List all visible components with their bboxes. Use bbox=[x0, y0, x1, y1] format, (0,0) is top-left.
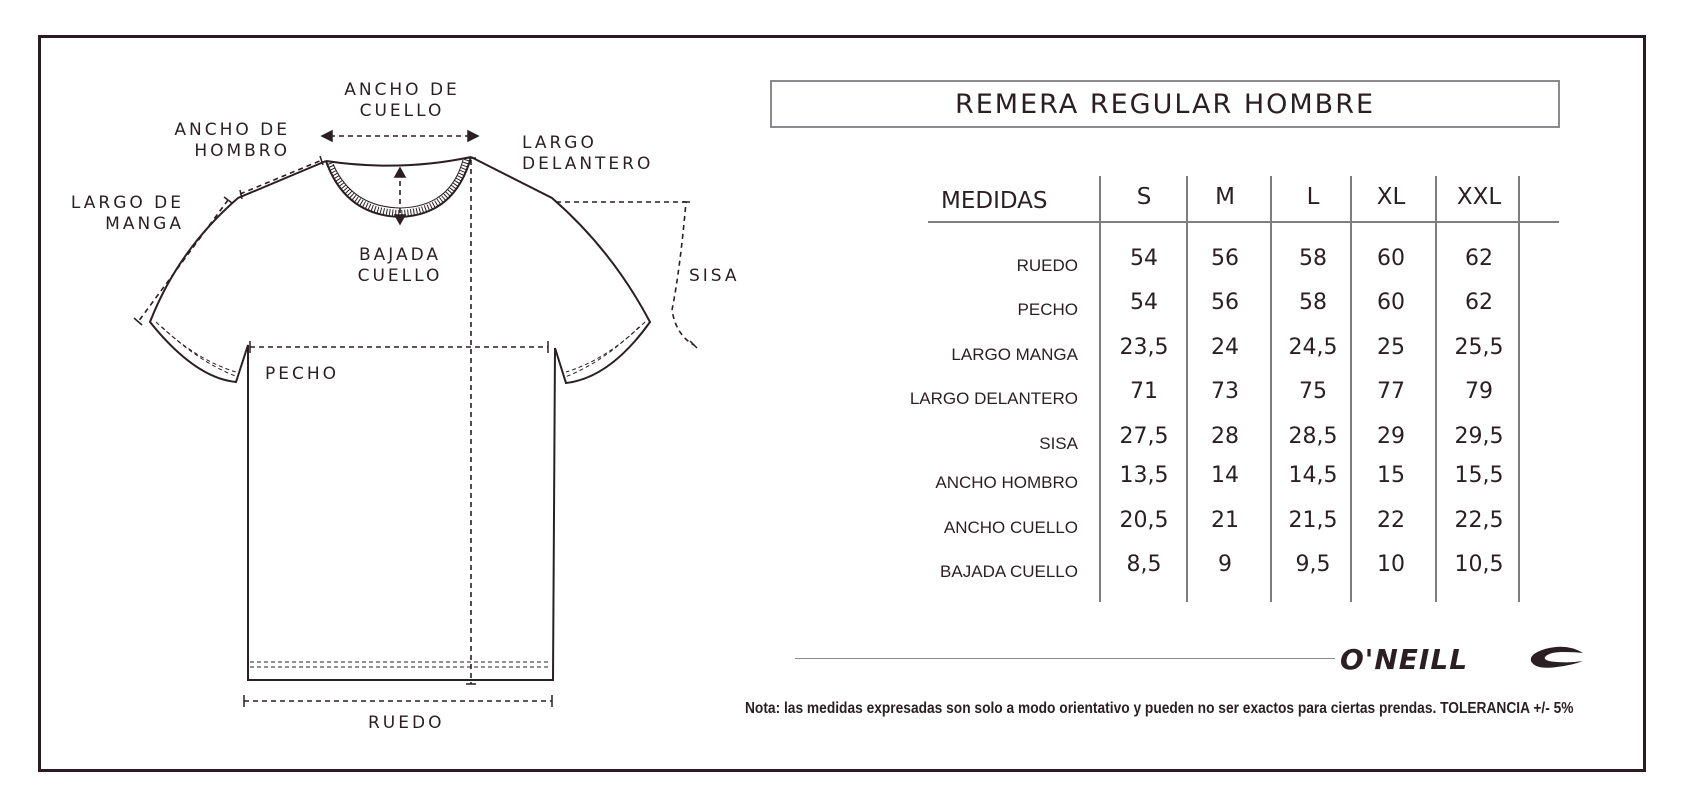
label-ancho-hombro-line1: ANCHO DE bbox=[174, 120, 290, 140]
table-cell: 71 bbox=[1130, 379, 1158, 404]
label-bajada-cuello-line1: BAJADA bbox=[358, 245, 442, 265]
table-cell: 77 bbox=[1377, 379, 1405, 404]
label-bajada-cuello bbox=[345, 245, 455, 287]
label-pecho: PECHO bbox=[265, 364, 340, 384]
table-cell: 9 bbox=[1218, 552, 1232, 577]
table-cell: 79 bbox=[1465, 379, 1493, 404]
table-column-rule bbox=[1099, 176, 1101, 602]
table-cell: 62 bbox=[1465, 246, 1493, 271]
table-cell: 9,5 bbox=[1295, 552, 1331, 577]
table-cell: 22,5 bbox=[1454, 508, 1504, 533]
table-cell: 60 bbox=[1377, 290, 1405, 315]
label-bajada-cuello-line2: CUELLO bbox=[357, 266, 443, 286]
table-row-label: RUEDO bbox=[1016, 256, 1078, 275]
table-cell: 10,5 bbox=[1454, 552, 1504, 577]
table-cell: 21 bbox=[1211, 508, 1239, 533]
table-cell: 54 bbox=[1130, 246, 1158, 271]
table-cell: 28 bbox=[1211, 424, 1239, 449]
table-cell: 60 bbox=[1377, 246, 1405, 271]
table-cell: 15,5 bbox=[1454, 463, 1504, 488]
table-cell: 54 bbox=[1130, 290, 1158, 315]
table-cell: 14,5 bbox=[1288, 463, 1338, 488]
label-largo-manga-line2: MANGA bbox=[105, 214, 184, 234]
label-sisa: SISA bbox=[689, 266, 740, 286]
table-cell: 14 bbox=[1211, 463, 1239, 488]
table-cell: 62 bbox=[1465, 290, 1493, 315]
label-largo-delantero bbox=[522, 133, 653, 175]
table-cell: 29,5 bbox=[1454, 424, 1504, 449]
label-ancho-cuello bbox=[343, 80, 461, 122]
label-largo-delantero-line1: LARGO bbox=[522, 133, 597, 153]
table-cell: 20,5 bbox=[1119, 508, 1169, 533]
collar-outline bbox=[326, 157, 471, 166]
table-column-rule bbox=[1435, 176, 1437, 602]
table-cell: 8,5 bbox=[1126, 552, 1162, 577]
chart-title-text: REMERA REGULAR HOMBRE bbox=[954, 88, 1376, 120]
table-cell: 22 bbox=[1377, 508, 1405, 533]
table-cell: 58 bbox=[1299, 246, 1327, 271]
table-cell: 28,5 bbox=[1288, 424, 1338, 449]
label-largo-delantero-line2: DELANTERO bbox=[522, 154, 654, 174]
table-cell: 24,5 bbox=[1288, 335, 1338, 360]
disclaimer-note: Nota: las medidas expresadas son solo a modo orientativo y pueden no ser exactos para ciertas prendas. TOLERANCIA +/- 5% bbox=[745, 700, 1574, 717]
table-header-size-xl: XL bbox=[1376, 184, 1406, 210]
sisa-line bbox=[556, 202, 694, 345]
table-header-size-m: M bbox=[1215, 184, 1235, 210]
chart-title bbox=[770, 80, 1560, 128]
label-ruedo: RUEDO bbox=[368, 713, 445, 733]
table-cell: 58 bbox=[1299, 290, 1327, 315]
table-cell: 15 bbox=[1377, 463, 1405, 488]
table-column-rule bbox=[1270, 176, 1272, 602]
table-header-medidas: MEDIDAS bbox=[941, 188, 1048, 214]
label-ancho-cuello-line1: ANCHO DE bbox=[344, 80, 460, 100]
table-row-label: LARGO DELANTERO bbox=[909, 389, 1078, 408]
table-cell: 24 bbox=[1211, 335, 1239, 360]
table-row-label: BAJADA CUELLO bbox=[940, 562, 1078, 581]
label-largo-manga-line1: LARGO DE bbox=[70, 193, 184, 213]
tshirt-outline bbox=[150, 157, 650, 680]
table-cell: 23,5 bbox=[1119, 335, 1169, 360]
table-row-label: ANCHO HOMBRO bbox=[935, 473, 1078, 492]
table-cell: 56 bbox=[1211, 246, 1239, 271]
table-cell: 10 bbox=[1377, 552, 1405, 577]
table-cell: 21,5 bbox=[1288, 508, 1338, 533]
brand-rule bbox=[795, 658, 1335, 659]
label-largo-manga bbox=[62, 193, 184, 235]
table-header-size-l: L bbox=[1306, 184, 1320, 210]
table-row-label: SISA bbox=[1039, 434, 1078, 453]
table-cell: 27,5 bbox=[1119, 424, 1169, 449]
wave-logo-icon bbox=[1527, 645, 1585, 671]
label-ancho-cuello-line2: CUELLO bbox=[359, 101, 445, 121]
table-row-label: ANCHO CUELLO bbox=[943, 518, 1078, 537]
table-cell: 56 bbox=[1211, 290, 1239, 315]
table-cell: 73 bbox=[1211, 379, 1239, 404]
table-header-size-xxl: XXL bbox=[1456, 184, 1502, 210]
table-row-label: LARGO MANGA bbox=[951, 345, 1078, 364]
label-ancho-hombro bbox=[168, 120, 290, 162]
table-row-label: PECHO bbox=[1017, 300, 1078, 319]
table-cell: 25 bbox=[1377, 335, 1405, 360]
table-header-size-s: S bbox=[1136, 184, 1152, 210]
table-cell: 29 bbox=[1377, 424, 1405, 449]
table-cell: 75 bbox=[1299, 379, 1327, 404]
table-cell: 25,5 bbox=[1454, 335, 1504, 360]
table-cell: 13,5 bbox=[1119, 463, 1169, 488]
brand-name: O'NEILL bbox=[1340, 643, 1469, 676]
ancho-hombro-line bbox=[240, 160, 322, 194]
table-header-rule bbox=[928, 221, 1559, 223]
label-ancho-hombro-line2: HOMBRO bbox=[194, 141, 290, 161]
